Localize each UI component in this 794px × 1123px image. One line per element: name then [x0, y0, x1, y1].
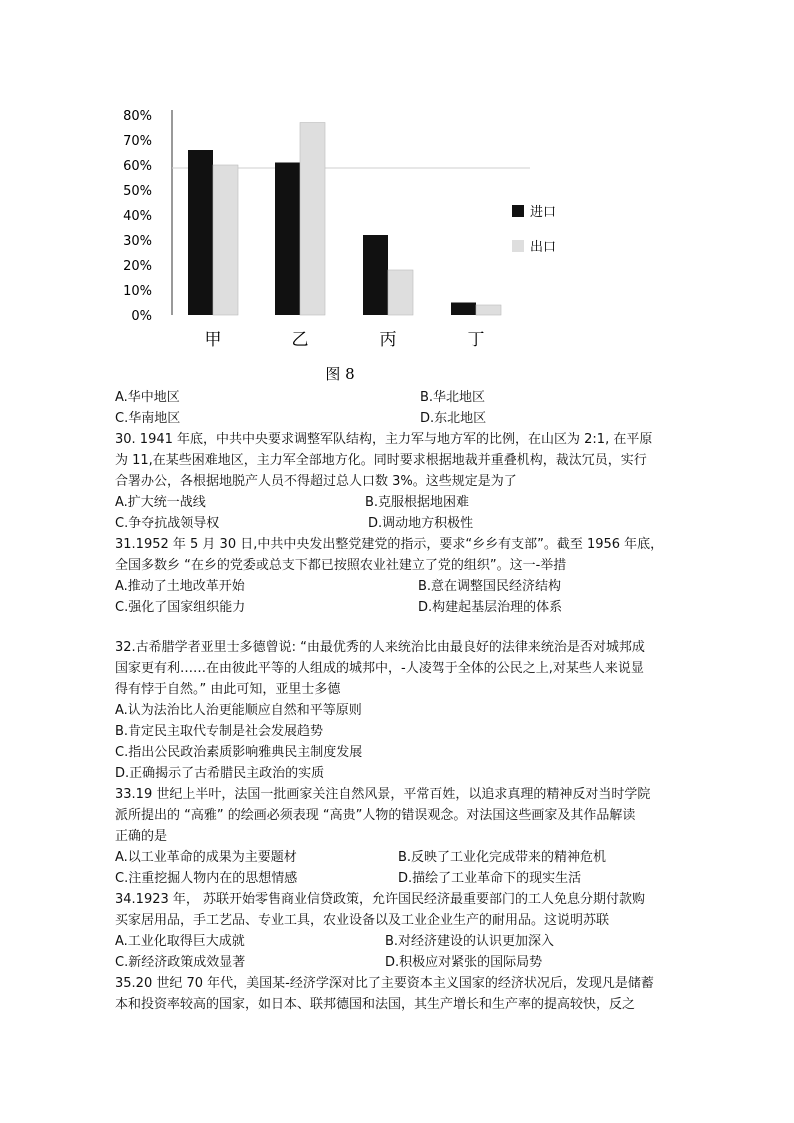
q34-stem-line-2: 买家居用品，手工艺品、专业工具，农业设备以及工业企业生产的耐用品。这说明苏联: [115, 913, 610, 928]
q32-stem-line-1: 32.古希腊学者亚里士多德曾说: “由最优秀的人来统治比由最良好的法律来统治是否对城邦成: [115, 640, 645, 655]
bar-import: [363, 235, 388, 315]
y-tick-label: 80%: [123, 109, 152, 124]
bar-export: [300, 123, 325, 316]
q35-stem-line-2: 本和投资率较高的国家，如日本、联邦德国和法国，其生产增长和生产率的提高较快，反之: [115, 997, 636, 1012]
q31-option-a[interactable]: A.推动了土地改革开始: [115, 579, 245, 594]
q34-stem-line-1: 34.1923 年， 苏联开始零售商业信贷政策，允许国民经济最重要部门的工人免息分期付款购: [115, 892, 646, 907]
q32-option-d[interactable]: D.正确揭示了古希腊民主政治的实质: [115, 766, 325, 781]
x-category-label: 乙: [291, 330, 309, 350]
q30-option-b[interactable]: B.克服根据地困难: [365, 495, 470, 510]
y-tick-label: 50%: [123, 184, 152, 199]
bar-import: [451, 303, 476, 316]
q33-stem-line-1: 33.19 世纪上半叶，法国一批画家关注自然风景，平常百姓，以追求真理的精神反对当时学院: [115, 787, 651, 802]
x-category-label: 丙: [379, 330, 397, 350]
q30-stem-line-3: 合署办公，各根据地脱产人员不得超过总人口数 3%。这些规定是为了: [115, 474, 517, 489]
bar-chart: [110, 100, 610, 390]
q33-option-a[interactable]: A.以工业革命的成果为主要题材: [115, 850, 297, 865]
legend-swatch-import: [512, 205, 524, 217]
q31-stem-line-2: 全国多数乡 “在乡的党委或总支下都已按照农业社建立了党的组织”。这一-举措: [115, 558, 567, 573]
bar-import: [188, 150, 213, 315]
q33-stem-line-3: 正确的是: [115, 829, 168, 844]
legend-swatch-export: [512, 240, 524, 252]
y-tick-label: 70%: [123, 134, 152, 149]
q31-option-d[interactable]: D.构建起基层治理的体系: [418, 600, 563, 615]
q30-option-d[interactable]: D.调动地方积极性: [368, 516, 474, 531]
q32-stem-line-2: 国家更有利……在由彼此平等的人组成的城邦中，-人凌驾于全体的公民之上,对某些人来说显: [115, 661, 644, 676]
q31-option-c[interactable]: C.强化了国家组织能力: [115, 600, 246, 615]
q29-option-b[interactable]: B.华北地区: [420, 390, 486, 405]
q29-option-c[interactable]: C.华南地区: [115, 411, 181, 426]
bar-export: [388, 270, 413, 315]
bar-import: [275, 163, 300, 316]
q35-stem-line-1: 35.20 世纪 70 年代，美国某-经济学深对比了主要资本主义国家的经济状况后，发现凡是储蓄: [115, 976, 654, 991]
y-tick-label: 0%: [131, 309, 152, 324]
q29-option-a[interactable]: A.华中地区: [115, 390, 180, 405]
y-tick-label: 20%: [123, 259, 152, 274]
q30-stem-line-2: 为 11,在某些困难地区，主力军全部地方化。同时要求根据地裁并重叠机构，裁汰冗员，实行: [115, 453, 647, 468]
bar-export: [213, 165, 238, 315]
q32-option-c[interactable]: C.指出公民政治素质影响雅典民主制度发展: [115, 745, 363, 760]
q30-option-a[interactable]: A.扩大统一战线: [115, 495, 206, 510]
chart-caption: 图 8: [325, 365, 355, 383]
q32-option-b[interactable]: B.肯定民主取代专制是社会发展趋势: [115, 724, 324, 739]
q32-option-a[interactable]: A.认为法治比人治更能顺应自然和平等原则: [115, 703, 362, 718]
q30-option-c[interactable]: C.争夺抗战领导权: [115, 516, 220, 531]
q31-stem-line-1: 31.1952 年 5 月 30 日,中共中央发出整党建党的指示，要求“乡乡有支部”。截至 1956 年底，: [115, 537, 664, 552]
legend-label-import: 进口: [530, 205, 557, 220]
q29-option-d[interactable]: D.东北地区: [420, 411, 487, 426]
q34-option-a[interactable]: A.工业化取得巨大成就: [115, 934, 245, 949]
q31-option-b[interactable]: B.意在调整国民经济结构: [418, 579, 562, 594]
legend: [512, 204, 556, 255]
q32-stem-line-3: 得有悖于自然。” 由此可知，亚里士多德: [115, 682, 341, 697]
q33-option-b[interactable]: B.反映了工业化完成带来的精神危机: [398, 850, 607, 865]
q33-option-d[interactable]: D.描绘了工业革命下的现实生活: [398, 871, 582, 886]
bar-export: [476, 305, 501, 315]
q33-option-c[interactable]: C.注重挖掘人物内在的思想情感: [115, 871, 298, 886]
x-category-label: 甲: [204, 330, 222, 350]
q30-stem-line-1: 30. 1941 年底，中共中央要求调整军队结构，主力军与地方军的比例，在山区为 2:1, 在平原: [115, 432, 653, 447]
legend-label-export: 出口: [530, 240, 557, 255]
q34-option-b[interactable]: B.对经济建设的认识更加深入: [385, 934, 555, 949]
q34-option-d[interactable]: D.积极应对紧张的国际局势: [385, 955, 543, 970]
y-tick-label: 40%: [123, 209, 152, 224]
q34-option-c[interactable]: C.新经济政策成效显著: [115, 955, 246, 970]
y-tick-label: 60%: [123, 159, 152, 174]
y-tick-label: 10%: [123, 284, 152, 299]
x-category-label: 丁: [467, 330, 485, 350]
q33-stem-line-2: 派所提出的 “高雅” 的绘画必须表现 “高贵”人物的错误观念。对法国这些画家及其作品解读: [115, 808, 636, 823]
y-tick-label: 30%: [123, 234, 152, 249]
